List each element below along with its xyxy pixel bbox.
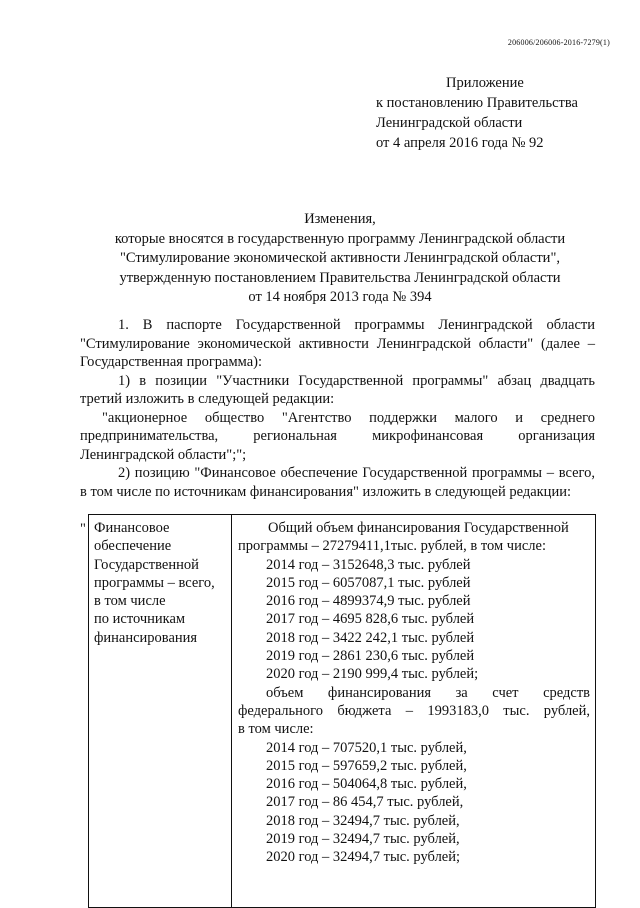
- document-body: [80, 316, 595, 501]
- title-line: "Стимулирование экономической активности Ленинградской области",: [120, 250, 560, 266]
- federal-year-line: 2016 год – 504064,8 тыс. рублей,: [266, 776, 467, 793]
- financing-table: [88, 514, 596, 908]
- document-title: [80, 210, 600, 308]
- appendix-block: [376, 73, 578, 153]
- paragraph-3: "акционерное общество "Агентство поддержки малого и среднего предпринимательства, региональная микрофинансовая организация Ленинградской области";";: [80, 409, 595, 463]
- opening-quote: ": [80, 521, 86, 537]
- federal-line: федерального бюджета – 1993183,0 тыс. рублей,: [238, 702, 590, 719]
- label-line: Государственной: [94, 556, 199, 573]
- federal-year-line: 2018 год – 32494,7 тыс. рублей,: [266, 812, 460, 829]
- document-id: 206006/206006-2016-7279(1): [507, 38, 610, 47]
- label-line: программы – всего,: [94, 574, 215, 591]
- title-line: от 14 ноября 2013 года № 394: [248, 289, 432, 305]
- federal-line: объем финансирования за счет средств: [266, 684, 590, 701]
- title-line: Изменения,: [304, 211, 376, 227]
- table-row: [89, 515, 596, 908]
- title-line: утвержденную постановлением Правительства Ленинградской области: [119, 269, 561, 286]
- paragraph-4: 2) позицию "Финансовое обеспечение Государственной программы – всего, в том числе по источникам финансирования" изложить в следующей редакции:: [80, 465, 595, 500]
- financing-value-cell: [232, 515, 596, 908]
- federal-year-line: 2014 год – 707520,1 тыс. рублей,: [266, 739, 467, 756]
- appendix-line: к постановлению Правительства: [376, 95, 578, 111]
- federal-year-line: 2019 год – 32494,7 тыс. рублей,: [266, 831, 460, 848]
- label-line: финансирования: [94, 629, 198, 646]
- financing-label-cell: [89, 515, 232, 908]
- total-year-line: 2016 год – 4899374,9 тыс. рублей: [266, 593, 471, 610]
- federal-year-line: 2015 год – 597659,2 тыс. рублей,: [266, 757, 467, 774]
- total-year-line: 2017 год – 4695 828,6 тыс. рублей: [266, 611, 475, 628]
- label-line: Финансовое: [94, 520, 170, 536]
- federal-year-line: 2017 год – 86 454,7 тыс. рублей,: [266, 794, 464, 811]
- total-year-line: 2015 год – 6057087,1 тыс. рублей: [266, 574, 471, 591]
- total-year-line: 2014 год – 3152648,3 тыс. рублей: [266, 556, 471, 573]
- appendix-line: Приложение: [446, 75, 524, 91]
- total-line: программы – 27279411,1тыс. рублей, в том числе:: [238, 538, 546, 555]
- total-year-line: 2019 год – 2861 230,6 тыс. рублей: [266, 648, 475, 665]
- total-year-line: 2020 год – 2190 999,4 тыс. рублей;: [266, 666, 479, 683]
- label-line: обеспечение: [94, 538, 172, 555]
- appendix-line: от 4 апреля 2016 года № 92: [376, 135, 544, 151]
- paragraph-2: 1) в позиции "Участники Государственной программы" абзац двадцать третий изложить в следующей редакции:: [80, 372, 595, 407]
- federal-year-line: 2020 год – 32494,7 тыс. рублей;: [266, 849, 461, 866]
- total-heading: Общий объем финансирования Государственной: [268, 520, 569, 536]
- label-line: по источникам: [94, 611, 186, 628]
- paragraph-1: 1. В паспорте Государственной программы Ленинградской области "Стимулирование экономической активности Ленинградской области" (далее – Государственная программа):: [80, 317, 595, 370]
- appendix-line: Ленинградской области: [376, 115, 523, 131]
- label-line: в том числе: [94, 593, 166, 610]
- title-line: которые вносятся в государственную программу Ленинградской области: [114, 230, 566, 247]
- federal-line: в том числе:: [238, 721, 314, 738]
- total-year-line: 2018 год – 3422 242,1 тыс. рублей: [266, 629, 475, 646]
